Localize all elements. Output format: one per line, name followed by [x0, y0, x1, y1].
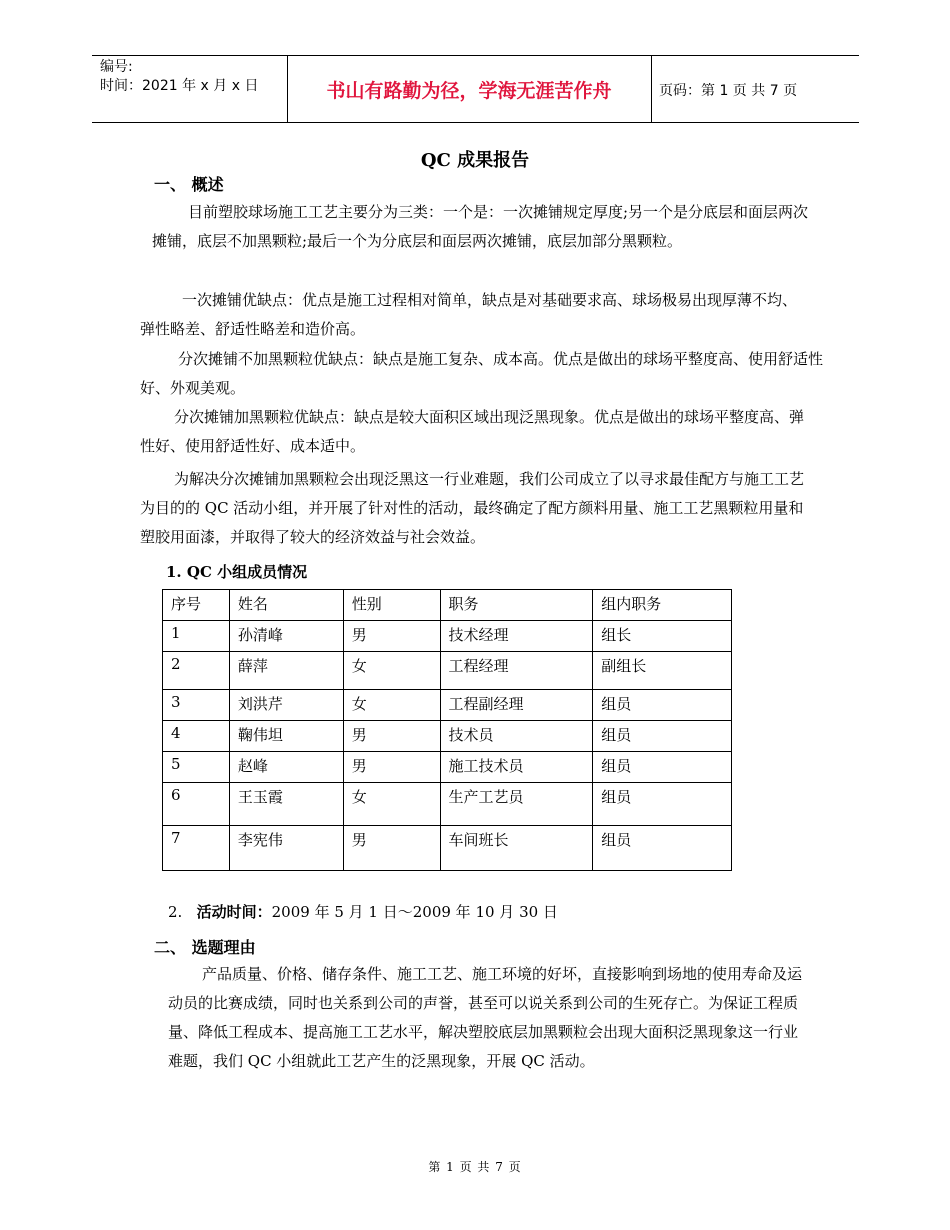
- table-row: [163, 721, 732, 752]
- table-cell: 刘洪芹: [229, 690, 343, 721]
- table-cell: 组员: [593, 783, 732, 826]
- table-cell: 2: [163, 652, 230, 690]
- column-header: 姓名: [229, 590, 343, 621]
- table-cell: 组员: [593, 826, 732, 871]
- activity-value: 2009 年 5 月 1 日～2009 年 10 月 30 日: [271, 903, 558, 921]
- page-header: [92, 55, 859, 123]
- table-row: [163, 652, 732, 690]
- column-header: 组内职务: [593, 590, 732, 621]
- table-cell: 工程经理: [440, 652, 593, 690]
- header-motto: 书山有路勤为径，学海无涯苦作舟: [326, 80, 612, 102]
- time-label: 时间：2021 年 x 月 x 日: [100, 78, 259, 94]
- table-cell: 6: [163, 783, 230, 826]
- column-header: 职务: [440, 590, 593, 621]
- table-row: [163, 752, 732, 783]
- header-meta: [100, 58, 258, 96]
- table-cell: 5: [163, 752, 230, 783]
- table-cell: 男: [343, 621, 440, 652]
- section1-heading: 一、 概述: [154, 175, 224, 194]
- table-cell: 男: [343, 721, 440, 752]
- section1-para4: 分次摊铺加黑颗粒优缺点：缺点是较大面积区域出现泛黑现象。优点是做出的球场平整度高、弹性好、使用舒适性好、成本适中。: [140, 408, 805, 455]
- header-divider: [651, 56, 652, 122]
- table-cell: 7: [163, 826, 230, 871]
- column-header: 序号: [163, 590, 230, 621]
- table-cell: 李宪伟: [229, 826, 343, 871]
- table-row: [163, 783, 732, 826]
- table-cell: 男: [343, 752, 440, 783]
- activity-time: [168, 898, 788, 927]
- members-table: [162, 589, 732, 871]
- table-cell: 3: [163, 690, 230, 721]
- section2-para: 产品质量、价格、储存条件、施工工艺、施工环境的好坏，直接影响到场地的使用寿命及运动员的比赛成绩，同时也关系到公司的声誉，甚至可以说关系到公司的生死存亡。为保证工程质量、降低工程成本、提高施工工艺水平，解决塑胶底层加黑颗粒会出现大面积泛黑现象这一行业难题，我们 QC 小组就此工艺产生的泛黑现象，开展 QC 活动。: [168, 965, 803, 1070]
- table-cell: 施工技术员: [440, 752, 593, 783]
- table-cell: 技术员: [440, 721, 593, 752]
- table-cell: 男: [343, 826, 440, 871]
- section1-para3: 分次摊铺不加黑颗粒优缺点：缺点是施工复杂、成本高。优点是做出的球场平整度高、使用舒适性好、外观美观。: [140, 350, 824, 397]
- table-cell: 赵峰: [229, 752, 343, 783]
- table-cell: 组员: [593, 690, 732, 721]
- table-cell: 4: [163, 721, 230, 752]
- table-cell: 女: [343, 690, 440, 721]
- table-cell: 王玉霞: [229, 783, 343, 826]
- section1-para2: 一次摊铺优缺点：优点是施工过程相对简单，缺点是对基础要求高、球场极易出现厚薄不均、弹性略差、舒适性略差和造价高。: [140, 291, 798, 338]
- header-page-label: 页码：第 1 页 共 7 页: [659, 83, 798, 99]
- table-cell: 组员: [593, 752, 732, 783]
- activity-label: 活动时间：: [196, 903, 272, 921]
- table-cell: 女: [343, 783, 440, 826]
- table-cell: 技术经理: [440, 621, 593, 652]
- section1-para5: 为解决分次摊铺加黑颗粒会出现泛黑这一行业难题，我们公司成立了以寻求最佳配方与施工工艺为目的的 QC 活动小组，并开展了针对性的活动，最终确定了配方颜料用量、施工工艺黑颗粒用量和塑胶用面漆，并取得了较大的经济效益与社会效益。: [140, 470, 805, 546]
- section2-heading: 二、 选题理由: [154, 938, 256, 957]
- table-row: [163, 826, 732, 871]
- doc-title: QC 成果报告: [420, 150, 530, 171]
- table-cell: 鞠伟坦: [229, 721, 343, 752]
- table-cell: 车间班长: [440, 826, 593, 871]
- table-cell: 薛萍: [229, 652, 343, 690]
- table-cell: 工程副经理: [440, 690, 593, 721]
- table-cell: 生产工艺员: [440, 783, 593, 826]
- table-cell: 组长: [593, 621, 732, 652]
- table-cell: 孙清峰: [229, 621, 343, 652]
- table-cell: 1: [163, 621, 230, 652]
- activity-number: 2.: [168, 903, 183, 921]
- table-row: [163, 690, 732, 721]
- page-footer: 第 1 页 共 7 页: [428, 1160, 522, 1174]
- table-cell: 组员: [593, 721, 732, 752]
- table-cell: 副组长: [593, 652, 732, 690]
- table-row: [163, 621, 732, 652]
- code-label: 编号:: [100, 59, 133, 75]
- column-header: 性别: [343, 590, 440, 621]
- members-heading: 1. QC 小组成员情况: [166, 563, 308, 581]
- table-header-row: [163, 590, 732, 621]
- table-cell: 女: [343, 652, 440, 690]
- section1-para1: 目前塑胶球场施工工艺主要分为三类：一个是：一次摊铺规定厚度;另一个是分底层和面层两次摊铺，底层不加黑颗粒;最后一个为分底层和面层两次摊铺，底层加部分黑颗粒。: [152, 203, 809, 250]
